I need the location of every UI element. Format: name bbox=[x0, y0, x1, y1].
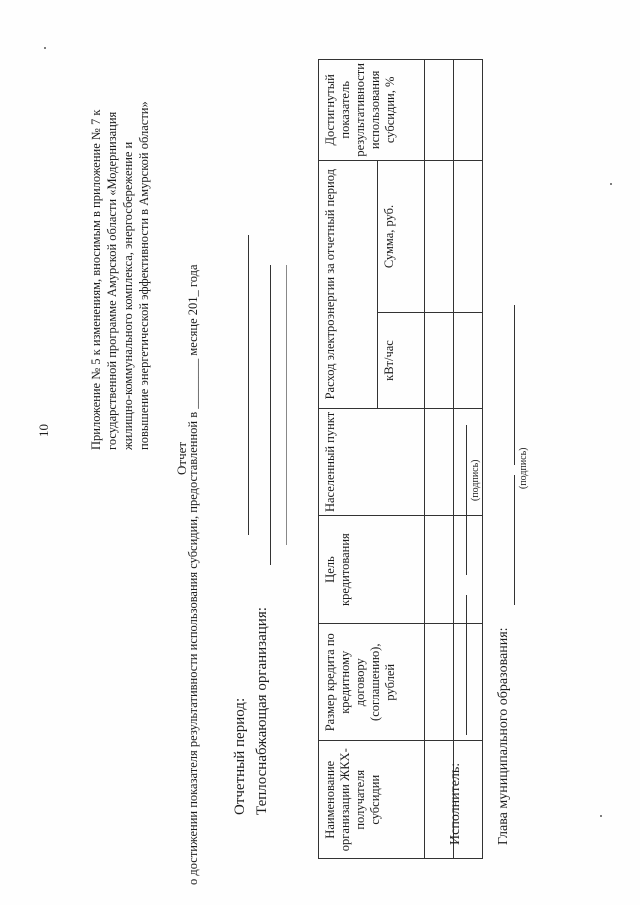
header-result-indicator: Достигнутый показатель результативности использования субсидии, % bbox=[319, 60, 425, 161]
header-sum-rub: Сумма, руб. bbox=[378, 160, 425, 313]
head-signature-caption: (подпись) bbox=[518, 447, 529, 489]
head-label: Глава муниципального образования: bbox=[496, 627, 511, 845]
report-table bbox=[318, 59, 483, 859]
appendix-line: государственной программе Амурской области «Модернизация bbox=[105, 111, 119, 450]
appendix-line: Приложение № 5 к изменениям, вносимым в приложение № 7 к bbox=[89, 109, 103, 450]
scan-speck bbox=[44, 47, 46, 49]
executor-signature-line bbox=[466, 425, 467, 575]
table-cell bbox=[425, 408, 454, 515]
table-cell bbox=[425, 60, 454, 161]
header-kwh: кВт/час bbox=[378, 313, 425, 408]
page-number: 10 bbox=[36, 424, 51, 437]
header-org-name: Наименование организации ЖКХ-получателя субсидии bbox=[319, 741, 425, 859]
head-signature-line bbox=[514, 305, 515, 465]
table-cell bbox=[454, 313, 483, 408]
table-cell bbox=[425, 313, 454, 408]
header-electricity-consumption: Расход электроэнергии за отчетный период bbox=[319, 160, 378, 408]
header-credit-goal: Цель кредитования bbox=[319, 516, 425, 624]
executor-name-line bbox=[466, 595, 467, 735]
appendix-note bbox=[88, 40, 152, 450]
table-cell bbox=[425, 516, 454, 624]
header-locality: Населенный пункт bbox=[319, 408, 425, 515]
table-cell bbox=[425, 624, 454, 741]
heat-supply-blank-line-2 bbox=[286, 265, 287, 545]
report-description: о достижении показателя результативности использования субсидии, предоставленной в ________ месяце 201_ года bbox=[186, 264, 200, 885]
executor-signature-caption: (подпись) bbox=[470, 459, 481, 501]
heat-supply-blank-line bbox=[270, 265, 271, 565]
period-blank-line bbox=[248, 235, 249, 535]
head-name-line bbox=[514, 475, 515, 605]
table-cell bbox=[454, 60, 483, 161]
table-header-row bbox=[319, 60, 378, 859]
appendix-line: жилищно-коммунального комплекса, энергосбережение и bbox=[121, 141, 135, 450]
table-cell bbox=[454, 516, 483, 624]
period-label: Отчетный период: bbox=[232, 697, 248, 815]
table-cell bbox=[425, 160, 454, 313]
header-credit-size: Размер кредита по кредитному договору (соглашению), рублей bbox=[319, 624, 425, 741]
table-cell bbox=[454, 160, 483, 313]
scan-speck bbox=[600, 815, 602, 817]
appendix-line: повышение энергетической эффективности в Амурской области» bbox=[137, 101, 151, 450]
executor-label: Исполнитель: bbox=[448, 762, 463, 845]
table-cell bbox=[454, 624, 483, 741]
table-row bbox=[425, 60, 454, 859]
heat-supply-label: Теплоснабжающая организация: bbox=[254, 607, 270, 815]
scan-speck bbox=[610, 183, 612, 185]
report-title: Отчет bbox=[174, 441, 189, 475]
